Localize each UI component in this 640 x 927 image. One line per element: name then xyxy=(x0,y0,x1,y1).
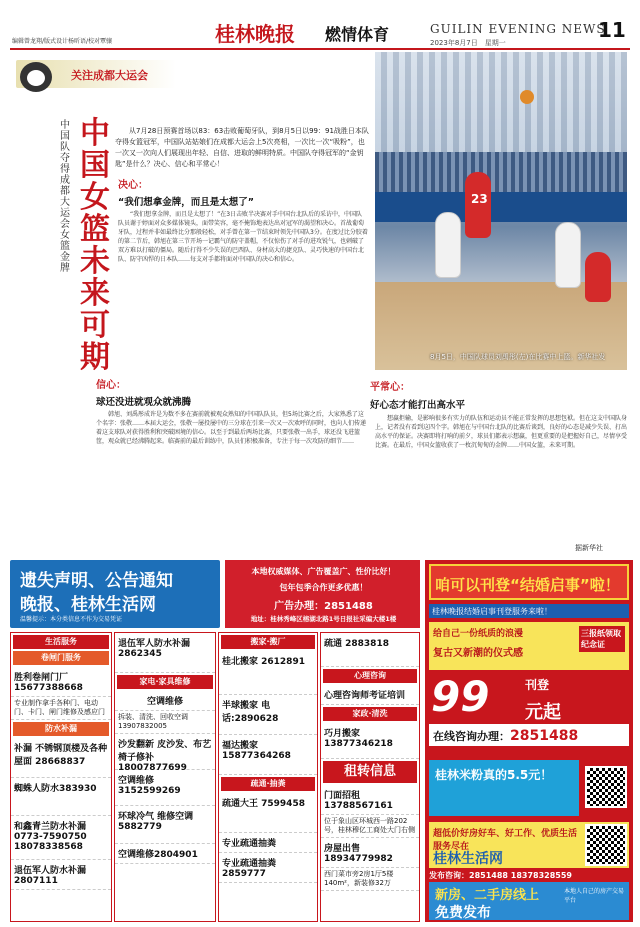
arena-crowd xyxy=(375,152,627,192)
classified-item: 专业疏通抽粪2859777 xyxy=(219,853,317,883)
classified-item: 房屋出售18934779982 xyxy=(321,838,419,868)
section-heading-3: 平常心： xyxy=(370,382,410,393)
classified-item: 空调维修 xyxy=(115,691,215,711)
section-heading-1: 决心： xyxy=(118,180,148,191)
classified-bar: 搬家·搬厂 xyxy=(221,635,315,649)
classified-item: 巧月搬家 13877346218 xyxy=(321,723,419,759)
classified-item: 胜利卷闸门厂15677388668 xyxy=(11,667,111,697)
player-white-2 xyxy=(555,222,581,288)
classified-item: 心理咨询师考证培训 xyxy=(321,685,419,705)
wedding-ad-text: 咱可以刊登“结婚启事”啦！ xyxy=(435,576,620,594)
classified-item: 疏通 2883818 xyxy=(321,633,419,667)
wedding-ad-price-label: 刊登 xyxy=(525,678,550,692)
newspaper-english-name: GUILIN EVENING NEWS xyxy=(430,22,606,36)
wedding-ad-price-unit: 元起 xyxy=(525,702,561,723)
classified-item: 拆装、清洗、回收空调13907832005 xyxy=(115,711,215,734)
classified-item: 退伍军人防水补漏2807111 xyxy=(11,860,111,890)
jersey-number: 23 xyxy=(471,192,488,206)
classified-item: 门面招租13788567161 xyxy=(321,785,419,815)
ad-media-line-3: 广告办理：2851488 xyxy=(274,601,373,612)
article-credit: 据新华社 xyxy=(575,544,603,552)
house-ad-line-a: 新房、二手房线上 xyxy=(435,888,540,903)
classified-col-3 xyxy=(218,632,318,922)
wedding-ad-badge: 三报纸领取纪念证 xyxy=(579,626,625,652)
wedding-ad-hotline xyxy=(429,724,629,746)
player-white-1 xyxy=(435,212,461,278)
classified-item: 环球冷气 维修空调 5882779 xyxy=(115,806,215,844)
classified-bar: 心理咨询 xyxy=(323,669,417,683)
classified-item: 专业疏通抽粪 xyxy=(219,833,317,853)
classified-item: 空调维修2804901 xyxy=(115,844,215,864)
classified-item: 桂北搬家 2612891 xyxy=(219,651,317,695)
qr-code-icon xyxy=(585,766,627,808)
rice-noodle-ad xyxy=(429,760,579,816)
section-body-1: “我们想拿金牌，而且是太想了！”在3日击败半决赛对手中国台北队后的采访中，中国队队员谢于婷面对众多媒体镜头，面带笑容，毫不掩饰地表达出对冠军的渴望和决心。首战葡萄牙队，过程并非如最终比分那般轻松，对手曾在第一节结束时领先中国队3分。在度过比分胶着的第二节后，韩旭在第三节开场一记霸气的防守盖帽，不仅惊伤了对手的进攻锐气，也刺破了双方难以打破的僵局。随后打得不少失误的巴西队、身材高大的捷克队、灵巧快速的中国台北队、防守凶悍的日本队……每支对手都将面对中国队的决心和信心。 xyxy=(118,211,368,263)
player-red xyxy=(465,172,491,238)
ad-media-line-1: 本地权威媒体、广告覆盖广、性价比好！ xyxy=(251,567,396,576)
ad-notice-tip: 温馨提示：本分类信息不作为交易凭证 xyxy=(20,616,123,623)
article-lead: 从7月28日预赛首场以83：63击败葡萄牙队，到8月5日以99：91战胜日本队夺得女篮冠军，中国队站姑娘们在成都大运会上5次亮相，一次比一次“吸粉”，也一次又一次向人们展现出年轻、自信、进取的鲜明特质。中国队夺得冠军的“金钥匙”是什么？决心、信心和平常心！ xyxy=(115,127,369,168)
wedding-ad-subline: 桂林晚报结婚启事刊登服务来啦！ xyxy=(429,604,629,618)
wedding-ad-box xyxy=(429,622,629,670)
topic-banner-text: 关注成都大运会 xyxy=(71,69,148,82)
wedding-ad-price: 99 xyxy=(431,672,490,721)
rent-banner: 租转信息 xyxy=(323,761,417,783)
hotline-number: 2851488 xyxy=(510,728,579,744)
section-title: 燃情体育 xyxy=(325,25,390,44)
classified-item: 蜘蛛人防水383930 xyxy=(11,778,111,816)
ad-media xyxy=(225,560,420,628)
classified-sub: 卷闸门服务 xyxy=(13,651,109,665)
ad-media-line-2: 包年包季合作更多优惠！ xyxy=(279,583,368,592)
classified-col-2 xyxy=(114,632,216,922)
arena-lights xyxy=(375,52,627,162)
house-ad-line-b: 免费发布 xyxy=(435,905,491,921)
arena-board xyxy=(375,192,627,222)
header-divider xyxy=(10,48,630,50)
basketball-photo xyxy=(375,52,627,370)
classified-item: 退伍军人防水补漏2862345 xyxy=(115,633,215,673)
classified-bar: 家电·家具维修 xyxy=(117,675,213,689)
wedding-ad-line-b: 复古又新潮的仪式感 xyxy=(433,648,523,659)
classified-item: 福达搬家 15877364268 xyxy=(219,735,317,775)
section-heading-2: 信心： xyxy=(96,380,126,391)
classified-item: 位于象山区环城西一路202号，桂林穆亿工商处大门右侧 xyxy=(321,815,419,838)
photo-caption: 8月5日，中国队球员刘禹彤(左)在比赛中上篮。新华社发 xyxy=(430,353,606,361)
hotline-label: 在线咨询办理： xyxy=(433,730,510,743)
classified-item: 空调维修 3152599269 xyxy=(115,770,215,806)
staff-credits: 编辑曾龙翔/版式设计杨昕语/校对覃骧 xyxy=(12,38,113,45)
ad-notice-title-1: 遗失声明、公告通知 xyxy=(20,571,173,591)
section-body-3: 想赢拒输，是影响很多有实力的队伍和运动员不能正常发挥的思想包袱。但在这支中国队身上，记者没有看到这四个字。韩旭在与中国台北队的比赛后谈到，良好的心态是减少失误、打出高水平的保证。决赛即将打响的前夕，球员们都表示想赢，但更重要的是把握好自己，尽情享受比赛。在最后，中国女篮收获了一枚沉甸甸的金牌……中国女篮，未来可期。 xyxy=(375,415,627,449)
house-ad-line-c: 本地人自己的房产交易平台 xyxy=(564,888,625,904)
life-net-phones: 发布咨询：2851488 18378328559 xyxy=(429,871,572,880)
issue-date: 2023年8月7日 星期一 xyxy=(430,39,506,47)
rice-noodle-ad-text: 桂林米粉真的5.5元！ xyxy=(435,768,553,782)
section-quote-3: 好心态才能打出高水平 xyxy=(370,400,466,411)
house-ad xyxy=(429,882,629,920)
mascot-icon xyxy=(20,62,52,92)
basketball-icon xyxy=(520,90,534,104)
life-net-ad-line-b: 桂林生活网 xyxy=(433,851,503,867)
classified-item: 补漏 不锈钢顶楼及各种屋面 28668837 xyxy=(11,738,111,778)
classified-item: 疏通大王 7599458 xyxy=(219,793,317,833)
classified-item: 西门菜市旁2房1厅5楼 140m²，新装修32万 xyxy=(321,868,419,891)
newspaper-logo: 桂林晚报 xyxy=(215,22,295,46)
classified-bar: 疏通·抽粪 xyxy=(221,777,315,791)
classified-bar: 家政·清洗 xyxy=(323,707,417,721)
section-quote-2: 球还没进就观众就沸腾 xyxy=(96,397,192,408)
player-red-2 xyxy=(585,252,611,302)
wedding-ad-line-a: 给自己一份纸质的浪漫 xyxy=(433,629,524,639)
classifieds xyxy=(10,632,420,922)
article-subtitle: 中国队夺得成都大运会女篮金牌 xyxy=(60,120,70,274)
page-number: 11 xyxy=(598,18,626,42)
ad-notice xyxy=(10,560,220,628)
wedding-ad-title xyxy=(429,564,629,600)
classified-item: 沙发翻新 皮沙发、布艺椅子修补 18007877699 xyxy=(115,734,215,770)
classified-item: 和鑫青兰防水补漏 0773-7590750 18078338568 xyxy=(11,816,111,860)
ad-media-line-4: 地址：桂林秀峰区榕湖北路1号日报社采编大楼1楼 xyxy=(250,615,397,623)
classified-sub: 防水补漏 xyxy=(13,722,109,736)
classified-item: 半球搬家 电话:2890628 xyxy=(219,695,317,735)
classified-bar: 生活服务 xyxy=(13,635,109,649)
classified-col-4 xyxy=(320,632,420,922)
ad-wedding-panel xyxy=(425,560,633,922)
life-net-ad-line-a: 超低价好房好车、好工作、优质生活服务尽在 xyxy=(433,829,578,852)
section-body-2: 韩旭、刘禹彤成许是为数不多在赛前就被观众熟知的中国队队员，但5场比赛之后，大家熟悉了这个名字：张敬……本届大运会，张敬一屡投屡中的三分球在引来一次又一次欢呼的同时，也向人们传递着这支球队对获得胜利和突破困境的信心。以至于到最后两场比赛，只要张敬一出手，球还没飞进篮筐，观众就已经沸腾起来。临赛前的最后训练中，队员们积极准备，专注于每一次攻防的细节…… xyxy=(96,411,367,445)
article-title: 中国女篮 未来可期 xyxy=(80,116,110,375)
qr-code-icon-2 xyxy=(585,824,627,866)
classified-item: 专业制作拿手各种门、电动门、卡门、闸门维修及感应门 xyxy=(11,697,111,720)
section-quote-1: “我们想拿金牌，而且是太想了” xyxy=(118,197,254,208)
classified-col-1 xyxy=(10,632,112,922)
ad-notice-title-2: 晚报、桂林生活网 xyxy=(20,595,156,615)
